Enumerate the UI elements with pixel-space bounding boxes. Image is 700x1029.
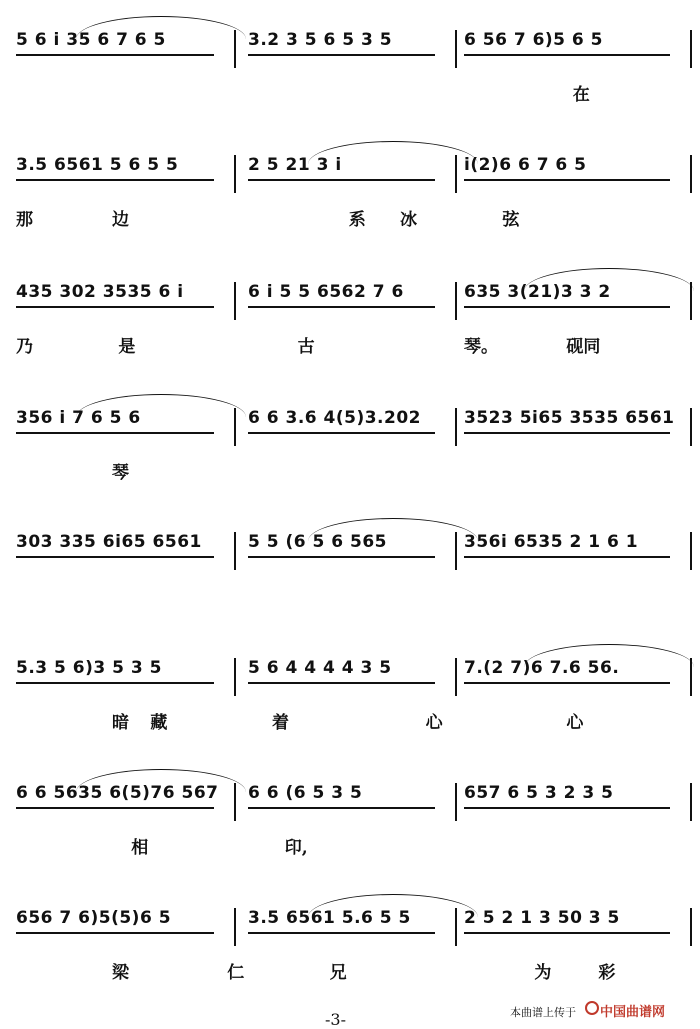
score-system (0, 145, 700, 269)
underline-beam (248, 682, 435, 684)
lyric-char: 冰 (400, 210, 417, 230)
lyric-char: 琴。 (464, 337, 498, 357)
underline-beam (464, 179, 670, 181)
lyric-char: 为 (534, 963, 552, 983)
lyric-char: 边 (112, 210, 129, 230)
lyric-char: 彩 (598, 963, 616, 983)
bar-line (234, 532, 236, 570)
lyric-char: 梁 (112, 963, 129, 983)
bar-line (455, 532, 457, 570)
bar-line (455, 658, 457, 696)
lyric-char: 那 (16, 210, 33, 230)
underline-beam (464, 932, 670, 934)
bar-line (455, 408, 457, 446)
lyric-char: 兄 (329, 963, 347, 983)
measure: 6 6 3.6 4(5)3.202 (248, 408, 421, 428)
lyrics-line (16, 332, 686, 362)
bar-line (234, 408, 236, 446)
score-system (0, 272, 700, 396)
measure: 5 5 (6 5 6 565 (248, 532, 387, 552)
measure: 6 6 5635 6(5)76 567 (16, 783, 219, 803)
lyric-char: 是 (118, 337, 136, 357)
bar-line (234, 30, 236, 68)
lyrics-line (16, 958, 686, 988)
measure: 2 5 21 3 i (248, 155, 342, 175)
lyric-char: 系 (348, 210, 366, 230)
underline-beam (16, 179, 214, 181)
bar-line (690, 408, 692, 446)
underline-beam (248, 432, 435, 434)
underline-beam (248, 556, 435, 558)
underline-beam (248, 932, 435, 934)
bar-line (234, 155, 236, 193)
bar-line (455, 783, 457, 821)
underline-beam (16, 682, 214, 684)
measure: 656 7 6)5(5)6 5 (16, 908, 172, 928)
measure: 5 6 i 35 6 7 6 5 (16, 30, 166, 50)
lyrics-line (16, 582, 686, 612)
underline-beam (464, 432, 670, 434)
measure: 356 i 7 6 5 6 (16, 408, 141, 428)
measure: 2 5 2 1 3 50 3 5 (464, 908, 620, 928)
lyric-char: 心 (425, 713, 443, 733)
lyrics-line (16, 205, 686, 235)
bar-line (690, 658, 692, 696)
bar-line (455, 282, 457, 320)
lyric-char: 印, (284, 838, 308, 858)
measure: 356i 6535 2 1 6 1 (464, 532, 639, 552)
score-system (0, 20, 700, 144)
bar-line (690, 783, 692, 821)
measure: 3.5 6561 5 6 5 5 (16, 155, 179, 175)
bar-line (455, 30, 457, 68)
score-system (0, 398, 700, 522)
lyrics-line (16, 80, 686, 110)
measure: 635 3(21)3 3 2 (464, 282, 611, 302)
underline-beam (16, 932, 214, 934)
underline-beam (464, 556, 670, 558)
measure: 3.2 3 5 6 5 3 5 (248, 30, 393, 50)
lyrics-line (16, 833, 686, 863)
underline-beam (464, 54, 670, 56)
measure: 3523 5i65 3535 6561 (464, 408, 675, 428)
score-system (0, 648, 700, 772)
bar-line (690, 155, 692, 193)
underline-beam (16, 54, 214, 56)
underline-beam (16, 807, 214, 809)
site-brand: 中国曲谱网 (600, 1005, 666, 1020)
site-logo-icon (585, 1001, 599, 1015)
underline-beam (464, 807, 670, 809)
lyric-char: 心 (566, 713, 584, 733)
lyric-char: 相 (131, 838, 149, 858)
bar-line (234, 282, 236, 320)
lyric-char: 弦 (502, 210, 520, 230)
bar-line (690, 908, 692, 946)
underline-beam (464, 682, 670, 684)
underline-beam (16, 306, 214, 308)
measure: 3.5 6561 5.6 5 5 (248, 908, 411, 928)
lyric-char: 砚同 (566, 337, 601, 357)
measure: 5 6 4 4 4 4 3 5 (248, 658, 392, 678)
lyric-char: 古 (297, 337, 315, 357)
lyric-char: 暗 (112, 713, 129, 733)
measure: 435 302 3535 6 i (16, 282, 184, 302)
measure: i(2)6 6 7 6 5 (464, 155, 587, 175)
underline-beam (248, 54, 435, 56)
measure: 6 i 5 5 6562 7 6 (248, 282, 404, 302)
measure: 7.(2 7)6 7.6 56. (464, 658, 620, 678)
underline-beam (248, 306, 435, 308)
measure: 6 6 (6 5 3 5 (248, 783, 363, 803)
lyric-char: 着 (272, 713, 289, 733)
lyric-char: 乃 (16, 337, 33, 357)
bar-line (455, 908, 457, 946)
measure: 657 6 5 3 2 3 5 (464, 783, 614, 803)
upload-credit: 本曲谱上传于 (510, 1006, 576, 1019)
bar-line (455, 155, 457, 193)
bar-line (690, 532, 692, 570)
bar-line (234, 658, 236, 696)
underline-beam (248, 179, 435, 181)
underline-beam (16, 556, 214, 558)
bar-line (234, 783, 236, 821)
bar-line (234, 908, 236, 946)
bar-line (690, 282, 692, 320)
score-system (0, 773, 700, 897)
underline-beam (16, 432, 214, 434)
lyrics-line (16, 458, 686, 488)
bar-line (690, 30, 692, 68)
score-system (0, 522, 700, 646)
page-number: -3- (325, 1010, 346, 1029)
lyrics-line (16, 708, 686, 738)
measure: 303 335 6i65 6561 (16, 532, 202, 552)
lyric-char: 在 (572, 85, 590, 105)
underline-beam (248, 807, 435, 809)
underline-beam (464, 306, 670, 308)
lyric-char: 仁 (227, 963, 245, 983)
lyric-char: 藏 (150, 713, 168, 733)
lyric-char: 琴 (112, 463, 129, 483)
measure: 5.3 5 6)3 5 3 5 (16, 658, 162, 678)
measure: 6 56 7 6)5 6 5 (464, 30, 603, 50)
